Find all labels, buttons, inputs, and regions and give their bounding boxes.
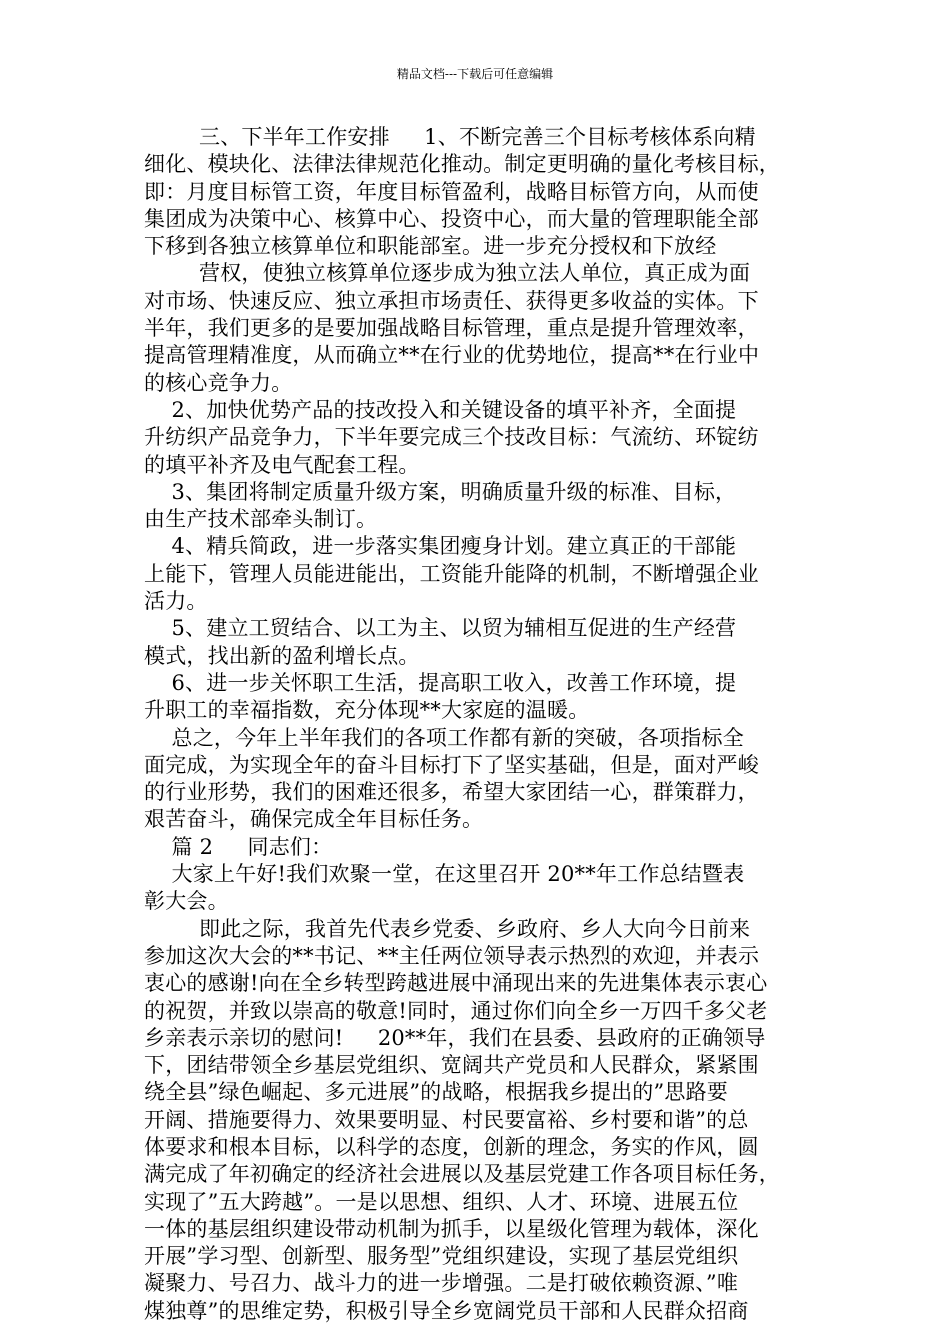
text-line: 对市场、快速反应、独立承担市场责任、获得更多收益的实体。下	[144, 288, 759, 313]
text-line: 实现了”五大跨越”。一是以思想、组织、人才、环境、进展五位	[144, 1189, 739, 1214]
text-line: 的填平补齐及电气配套工程。	[144, 452, 420, 477]
text-line: 一体的基层组织建设带动机制为抓手，以星级化管理为载体，深化	[144, 1216, 759, 1241]
page-header: 精品文档---下载后可任意编辑	[396, 67, 554, 81]
text-line: 彰大会。	[144, 889, 229, 914]
document-body	[144, 124, 816, 1325]
text-line: 下，团结带领全乡基层党组织、宽阔共产党员和人民群众，紧紧围	[144, 1053, 759, 1078]
text-line: 三、下半年工作安排 1、不断完善三个目标考核体系向精	[144, 125, 756, 149]
text-line: 的行业形势，我们的困难还很多，希望大家团结一心，群策群力，	[144, 780, 759, 805]
text-line: 衷心的感谢!向在全乡转型跨越进展中涌现出来的先进集体表示衷心	[144, 971, 768, 996]
text-line: 艰苦奋斗，确保完成全年目标任务。	[144, 807, 484, 832]
text-line: 4、精兵简政，进一步落实集团瘦身计划。建立真正的干部能	[144, 534, 737, 559]
text-line: 开展”学习型、创新型、服务型”党组织建设，实现了基层党组织	[144, 1244, 739, 1269]
text-line: 集团成为决策中心、核算中心、投资中心，而大量的管理职能全部	[144, 206, 759, 231]
text-line: 绕全县”绿色崛起、多元进展”的战略，根据我乡提出的”思路要	[144, 1080, 729, 1105]
text-line: 即此之际，我首先代表乡党委、乡政府、乡人大向今日前来	[144, 916, 751, 941]
text-line: 凝聚力、号召力、战斗力的进一步增强。二是打破依赖资源、”唯	[144, 1271, 739, 1296]
text-line: 即：月度目标管工资，年度目标管盈利，战略目标管方向，从而使	[144, 179, 759, 204]
text-line: 模式，找出新的盈利增长点。	[144, 643, 420, 668]
text-line: 2、加快优势产品的技改投入和关键设备的填平补齐，全面提	[144, 397, 737, 422]
text-line: 6、进一步关怀职工生活，提高职工收入，改善工作环境，提	[144, 670, 737, 695]
text-line: 开阔、措施要得力、效果要明显、村民要富裕、乡村要和谐”的总	[144, 1107, 749, 1132]
text-line: 半年，我们更多的是要加强战略目标管理，重点是提升管理效率，	[144, 316, 759, 341]
text-line: 由生产技术部牵头制订。	[144, 507, 378, 532]
text-line: 煤独尊”的思维定势，积极引导全乡宽阔党员干部和人民群众招商	[144, 1298, 749, 1323]
text-line: 的核心竞争力。	[144, 370, 293, 395]
text-line: 面完成，为实现全年的奋斗目标打下了坚实基础，但是，面对严峻	[144, 752, 759, 777]
text-line: 的祝贺，并致以崇高的敬意!同时，通过你们向全乡一万四千多父老	[144, 998, 768, 1023]
text-line: 5、建立工贸结合、以工为主、以贸为辅相互促进的生产经营	[144, 616, 737, 641]
text-line: 总之，今年上半年我们的各项工作都有新的突破，各项指标全	[144, 725, 744, 750]
text-line: 升纺织产品竞争力，下半年要完成三个技改目标：气流纺、环锭纺	[144, 425, 759, 450]
text-line: 乡亲表示亲切的慰问! 20**年，我们在县委、县政府的正确领导	[144, 1025, 766, 1050]
text-line: 提高管理精准度，从而确立**在行业的优势地位，提高**在行业中	[144, 343, 760, 368]
text-line: 参加这次大会的**书记、**主任两位领导表示热烈的欢迎，并表示	[144, 943, 760, 968]
text-line: 体要求和根本目标，以科学的态度，创新的理念，务实的作风，圆	[144, 1134, 759, 1159]
text-line: 细化、模块化、法律法律规范化推动。制定更明确的量化考核目标，	[144, 152, 780, 177]
text-line: 上能下，管理人员能进能出，工资能升能降的机制，不断增强企业	[144, 561, 759, 586]
text-line: 大家上午好!我们欢聚一堂，在这里召开 20**年工作总结暨表	[144, 862, 745, 887]
text-line: 活力。	[144, 589, 208, 614]
text-line: 3、集团将制定质量升级方案，明确质量升级的标准、目标，	[144, 479, 737, 504]
text-line: 下移到各独立核算单位和职能部室。进一步充分授权和下放经	[144, 234, 717, 259]
text-line: 篇 2 同志们：	[144, 834, 333, 859]
text-line: 升职工的幸福指数，充分体现**大家庭的温暖。	[144, 698, 590, 723]
text-line: 满完成了年初确定的经济社会进展以及基层党建工作各项目标任务，	[144, 1162, 780, 1187]
text-line: 营权，使独立核算单位逐步成为独立法人单位，真正成为面	[144, 261, 751, 286]
